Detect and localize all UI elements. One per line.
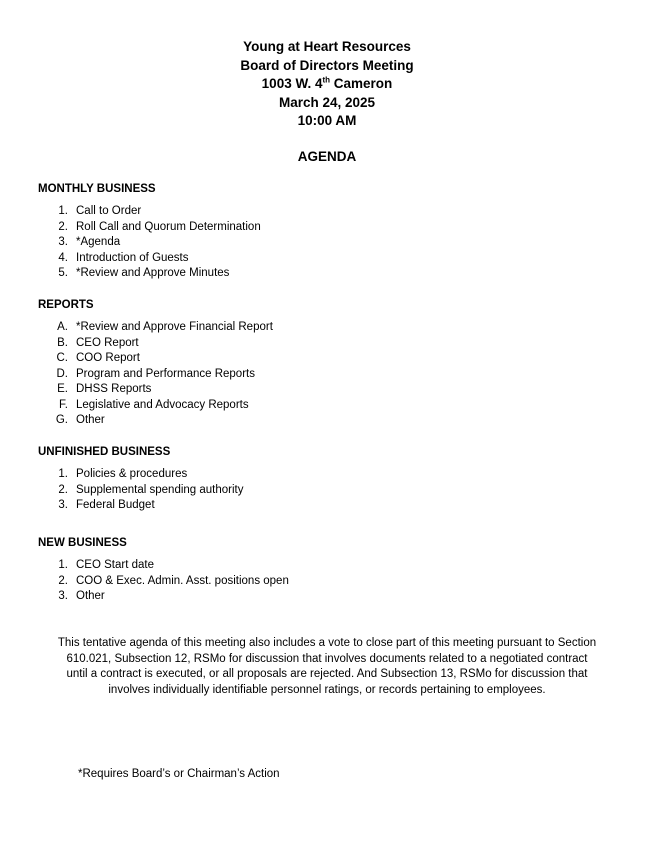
item-number: 3. <box>58 236 68 248</box>
agenda-item <box>38 589 618 605</box>
agenda-item <box>38 574 618 590</box>
item-number: 1. <box>58 205 68 217</box>
item-text: *Review and Approve Financial Report <box>76 321 273 333</box>
agenda-list <box>38 558 618 605</box>
agenda-item <box>38 251 618 267</box>
section-title: UNFINISHED BUSINESS <box>38 446 171 458</box>
item-text: *Review and Approve Minutes <box>76 267 230 279</box>
agenda-item <box>38 320 618 336</box>
item-letter: A. <box>57 321 68 333</box>
agenda-item <box>38 367 618 383</box>
section-title: MONTHLY BUSINESS <box>38 183 156 195</box>
notice-line: This tentative agenda of this meeting also includes a vote to close part of this meeting pursuant to Section <box>57 637 597 649</box>
item-text: Supplemental spending authority <box>76 483 244 496</box>
agenda-list <box>38 320 618 429</box>
item-text: Other <box>76 414 105 426</box>
item-letter: G. <box>55 414 68 426</box>
item-number: 1. <box>58 468 68 480</box>
item-letter: E. <box>57 383 68 395</box>
section-unfinished-business <box>38 445 618 514</box>
document-header <box>0 38 650 131</box>
notice-line: involves individually identifiable personnel ratings, or records pertaining to employees. <box>108 683 546 696</box>
item-text: Introduction of Guests <box>76 251 189 264</box>
meeting-address <box>0 75 650 94</box>
notice-line: until a contract is executed, or all proposals are rejected. And Subsection 13, RSMo for discussion that <box>66 668 588 681</box>
meeting-time: 10:00 AM <box>297 113 357 128</box>
item-number: 2. <box>58 220 68 233</box>
item-text: Program and Performance Reports <box>76 367 255 380</box>
agenda-item <box>38 351 618 367</box>
item-number: 2. <box>58 483 68 496</box>
item-text: Policies & procedures <box>76 468 188 480</box>
agenda-list <box>38 467 618 514</box>
closed-session-notice <box>40 636 614 698</box>
item-number: 1. <box>58 559 68 571</box>
item-text: Legislative and Advocacy Reports <box>76 398 249 411</box>
section-title: NEW BUSINESS <box>38 537 127 549</box>
item-letter: D. <box>56 367 68 380</box>
agenda-item <box>38 483 618 499</box>
item-text: COO & Exec. Admin. Asst. positions open <box>76 574 289 587</box>
section-monthly-business <box>38 182 618 282</box>
section-title: REPORTS <box>38 299 94 311</box>
item-number: 2. <box>58 574 68 587</box>
agenda-list <box>38 204 618 282</box>
item-letter: F. <box>59 398 68 411</box>
meeting-date: March 24, 2025 <box>278 94 376 110</box>
agenda-title: AGENDA <box>297 149 357 164</box>
item-text: Federal Budget <box>76 499 155 511</box>
notice-line: 610.021, Subsection 12, RSMo for discussion that involves documents related to a negotiated contract <box>66 652 588 665</box>
item-text: Roll Call and Quorum Determination <box>76 220 261 233</box>
agenda-item <box>38 558 618 574</box>
address-street: 1003 W. 4 <box>261 76 323 91</box>
item-text: CEO Report <box>76 336 139 349</box>
agenda-item <box>38 266 618 282</box>
item-letter: B. <box>57 336 68 349</box>
item-text: DHSS Reports <box>76 383 152 395</box>
agenda-item <box>38 204 618 220</box>
agenda-item <box>38 235 618 251</box>
item-number: 3. <box>58 499 68 511</box>
agenda-item <box>38 382 618 398</box>
agenda-item <box>38 498 618 514</box>
address-city: Cameron <box>330 76 393 91</box>
item-number: 3. <box>58 590 68 602</box>
action-footnote: *Requires Board’s or Chairman’s Action <box>78 768 280 780</box>
section-new-business <box>38 536 618 605</box>
item-text: Call to Order <box>76 205 142 217</box>
item-text: CEO Start date <box>76 559 154 571</box>
item-text: COO Report <box>76 352 140 364</box>
address-ordinal-suffix: th <box>322 75 331 85</box>
organization-name: Young at Heart Resources <box>243 39 411 54</box>
item-number: 5. <box>58 267 68 279</box>
agenda-item <box>38 336 618 352</box>
item-text: *Agenda <box>76 236 121 248</box>
section-reports <box>38 298 618 429</box>
agenda-item <box>38 413 618 429</box>
item-text: Other <box>76 590 105 602</box>
item-number: 4. <box>58 251 68 264</box>
meeting-title: Board of Directors Meeting <box>240 57 414 73</box>
agenda-item <box>38 220 618 236</box>
item-letter: C. <box>56 352 68 364</box>
agenda-item <box>38 467 618 483</box>
agenda-item <box>38 398 618 414</box>
